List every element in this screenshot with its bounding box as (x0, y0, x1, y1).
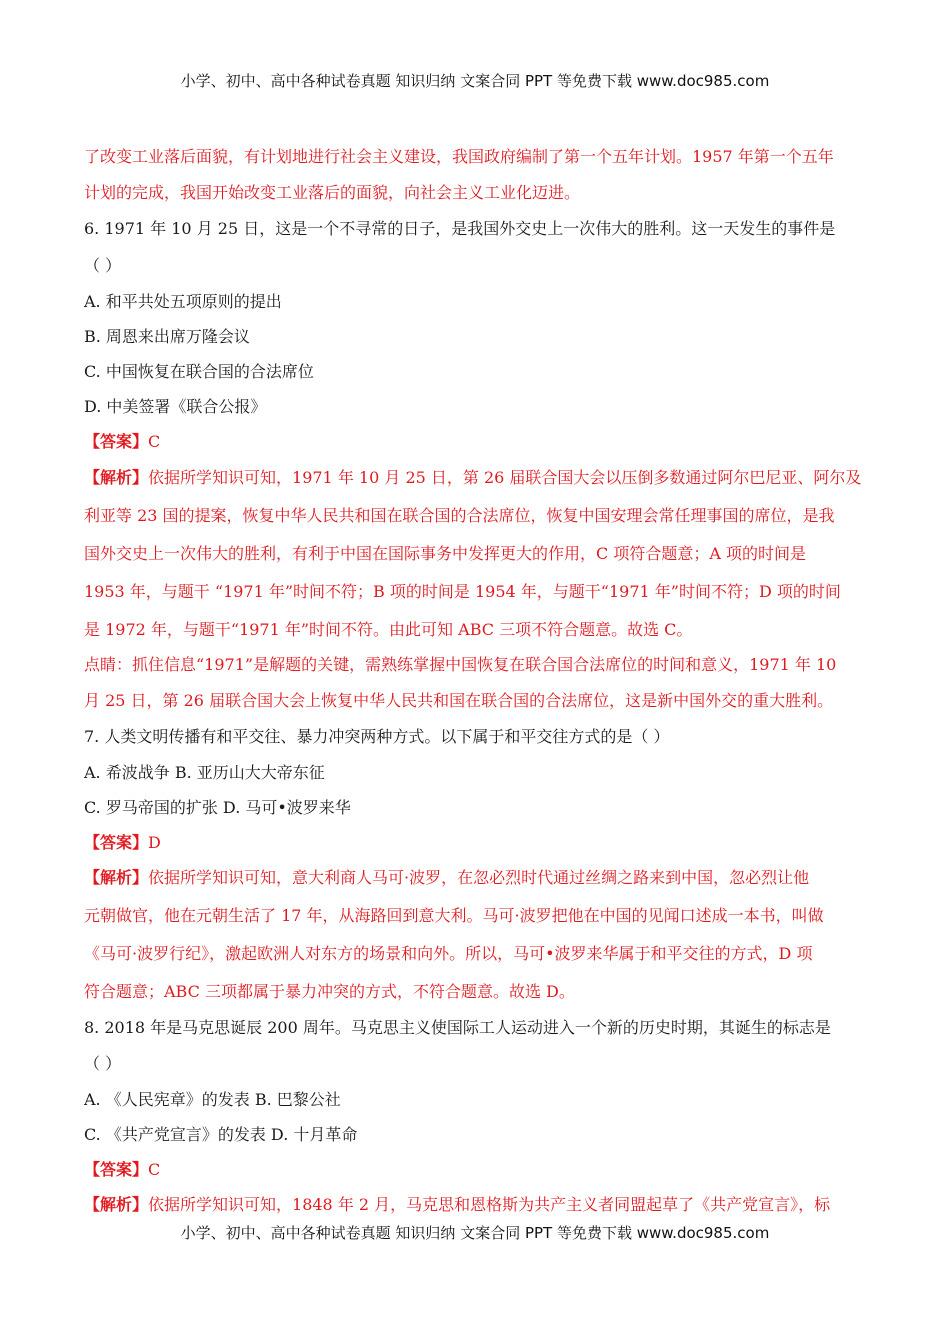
answer-label: 【答案】 (84, 1160, 149, 1179)
intro-line-2: 计划的完成，我国开始改变工业落后的面貌，向社会主义工业化迈进。 (84, 183, 581, 202)
answer-label: 【答案】 (84, 432, 149, 451)
q6-analysis-line-5: 是 1972 年，与题干“1971 年”时间不符。由此可知 ABC 三项不符合题意。故选 C。 (84, 620, 693, 639)
q6-option-b: B. 周恩来出席万隆会议 (84, 327, 250, 346)
q6-stem-line-1: 6. 1971 年 10 月 25 日，这是一个不寻常的日子，是我国外交史上一次伟大的胜利。这一天发生的事件是 (84, 219, 836, 238)
q8-options-cd: C. 《共产党宣言》的发表 D. 十月革命 (84, 1125, 358, 1144)
intro-line-1: 了改变工业落后面貌，有计划地进行社会主义建设，我国政府编制了第一个五年计划。1957 年第一个五年 (84, 147, 834, 166)
q7-options-cd: C. 罗马帝国的扩张 D. 马可•波罗来华 (84, 798, 351, 817)
answer-value: D (148, 833, 161, 852)
q6-stem-line-2: （ ） (84, 256, 122, 275)
q6-option-c: C. 中国恢复在联合国的合法席位 (84, 362, 314, 381)
q6-option-d: D. 中美签署《联合公报》 (84, 397, 267, 416)
page-footer: 小学、初中、高中各种试卷真题 知识归纳 文案合同 PPT 等免费下载 www.doc985.com (180, 1224, 770, 1242)
analysis-label: 【解析】 (84, 468, 149, 487)
analysis-label: 【解析】 (84, 1195, 149, 1214)
q6-analysis-line-3: 国外交史上一次伟大的胜利，有利于中国在国际事务中发挥更大的作用，C 项符合题意；A 项的时间是 (84, 544, 806, 563)
analysis-label: 【解析】 (84, 868, 149, 887)
analysis-text: 依据所学知识可知，1971 年 10 月 25 日，第 26 届联合国大会以压倒多数通过阿尔巴尼亚、阿尔及 (148, 468, 862, 487)
q6-tip-line-1: 点睛：抓住信息“1971”是解题的关键，需熟练掌握中国恢复在联合国合法席位的时间和意义，1971 年 10 (84, 655, 837, 674)
q7-analysis-line-1 (84, 867, 874, 889)
q6-analysis-line-1 (84, 467, 874, 489)
q8-stem-line-2: （ ） (84, 1054, 122, 1073)
analysis-text: 依据所学知识可知，1848 年 2 月，马克思和恩格斯为共产主义者同盟起草了《共产党宣言》，标 (148, 1195, 831, 1214)
answer-label: 【答案】 (84, 833, 149, 852)
q6-analysis-line-2: 利亚等 23 国的提案，恢复中华人民共和国在联合国的合法席位，恢复中国安理会常任理事国的席位，是我 (84, 506, 835, 525)
q8-answer (84, 1159, 874, 1181)
q7-answer (84, 832, 874, 854)
q6-tip-line-2: 月 25 日，第 26 届联合国大会上恢复中华人民共和国在联合国的合法席位，这是新中国外交的重大胜利。 (84, 691, 834, 710)
analysis-text: 依据所学知识可知，意大利商人马可·波罗，在忽必烈时代通过丝绸之路来到中国，忽必烈让他 (148, 868, 810, 887)
q6-analysis-line-4: 1953 年，与题干 “1971 年”时间不符；B 项的时间是 1954 年，与题干“1971 年”时间不符；D 项的时间 (84, 582, 841, 601)
q7-stem: 7. 人类文明传播有和平交往、暴力冲突两种方式。以下属于和平交往方式的是（ ） (84, 727, 670, 746)
q8-options-ab: A. 《人民宪章》的发表 B. 巴黎公社 (84, 1090, 341, 1109)
answer-value: C (148, 1160, 161, 1179)
page-header: 小学、初中、高中各种试卷真题 知识归纳 文案合同 PPT 等免费下载 www.doc985.com (180, 72, 770, 90)
q8-analysis-line-1 (84, 1194, 874, 1216)
q8-stem-line-1: 8. 2018 年是马克思诞辰 200 周年。马克思主义使国际工人运动进入一个新的历史时期，其诞生的标志是 (84, 1018, 831, 1037)
answer-value: C (148, 432, 161, 451)
q7-analysis-line-4: 符合题意；ABC 三项都属于暴力冲突的方式，不符合题意。故选 D。 (84, 982, 575, 1001)
q7-analysis-line-2: 元朝做官，他在元朝生活了 17 年，从海路回到意大利。马可·波罗把他在中国的见闻口述成一本书，叫做 (84, 906, 824, 925)
q7-analysis-line-3: 《马可·波罗行纪》，激起欧洲人对东方的场景和向外。所以，马可•波罗来华属于和平交往的方式，D 项 (84, 944, 813, 963)
q6-option-a: A. 和平共处五项原则的提出 (84, 292, 282, 311)
q7-options-ab: A. 希波战争 B. 亚历山大大帝东征 (84, 763, 325, 782)
q6-answer (84, 431, 874, 453)
